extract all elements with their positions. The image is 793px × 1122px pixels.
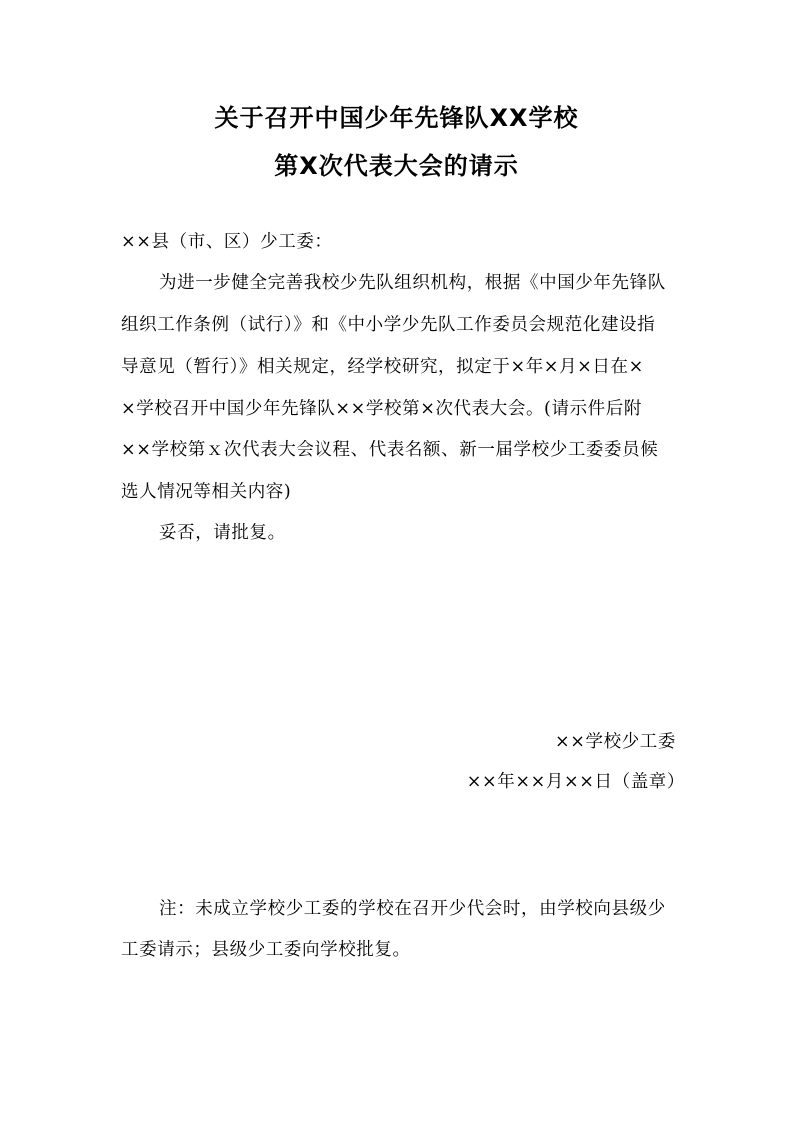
body-paragraph-line-2: 组织工作条例（试行）》和《中小学少先队工作委员会规范化建设指 bbox=[121, 315, 656, 335]
document-title-line-2: 第X次代表大会的请示 bbox=[274, 152, 519, 180]
addressee: ××县（市、区）少工委： bbox=[121, 232, 333, 252]
body-paragraph-line-4: ×学校召开中国少年先锋队××学校第×次代表大会。(请示件后附 bbox=[121, 399, 642, 419]
document-title-line-1: 关于召开中国少年先锋队XX学校 bbox=[214, 104, 579, 132]
body-paragraph-line-1: 为进一步健全完善我校少先队组织机构，根据《中国少年先锋队 bbox=[159, 273, 666, 293]
signature-organization: ××学校少工委 bbox=[554, 732, 676, 752]
signature-date: ××年××月××日（盖章） bbox=[466, 772, 685, 792]
note-line-1: 注：未成立学校少工委的学校在召开少代会时，由学校向县级少 bbox=[159, 899, 666, 919]
body-paragraph-line-3: 导意见（暂行）》相关规定，经学校研究，拟定于×年×月×日在× bbox=[121, 357, 644, 377]
closing-request: 妥否，请批复。 bbox=[159, 523, 286, 543]
body-paragraph-line-5: ××学校第ｘ次代表大会议程、代表名额、新一届学校少工委委员候 bbox=[121, 440, 659, 460]
body-paragraph-line-6: 选人情况等相关内容) bbox=[121, 482, 292, 502]
note-line-2: 工委请示；县级少工委向学校批复。 bbox=[121, 940, 411, 960]
